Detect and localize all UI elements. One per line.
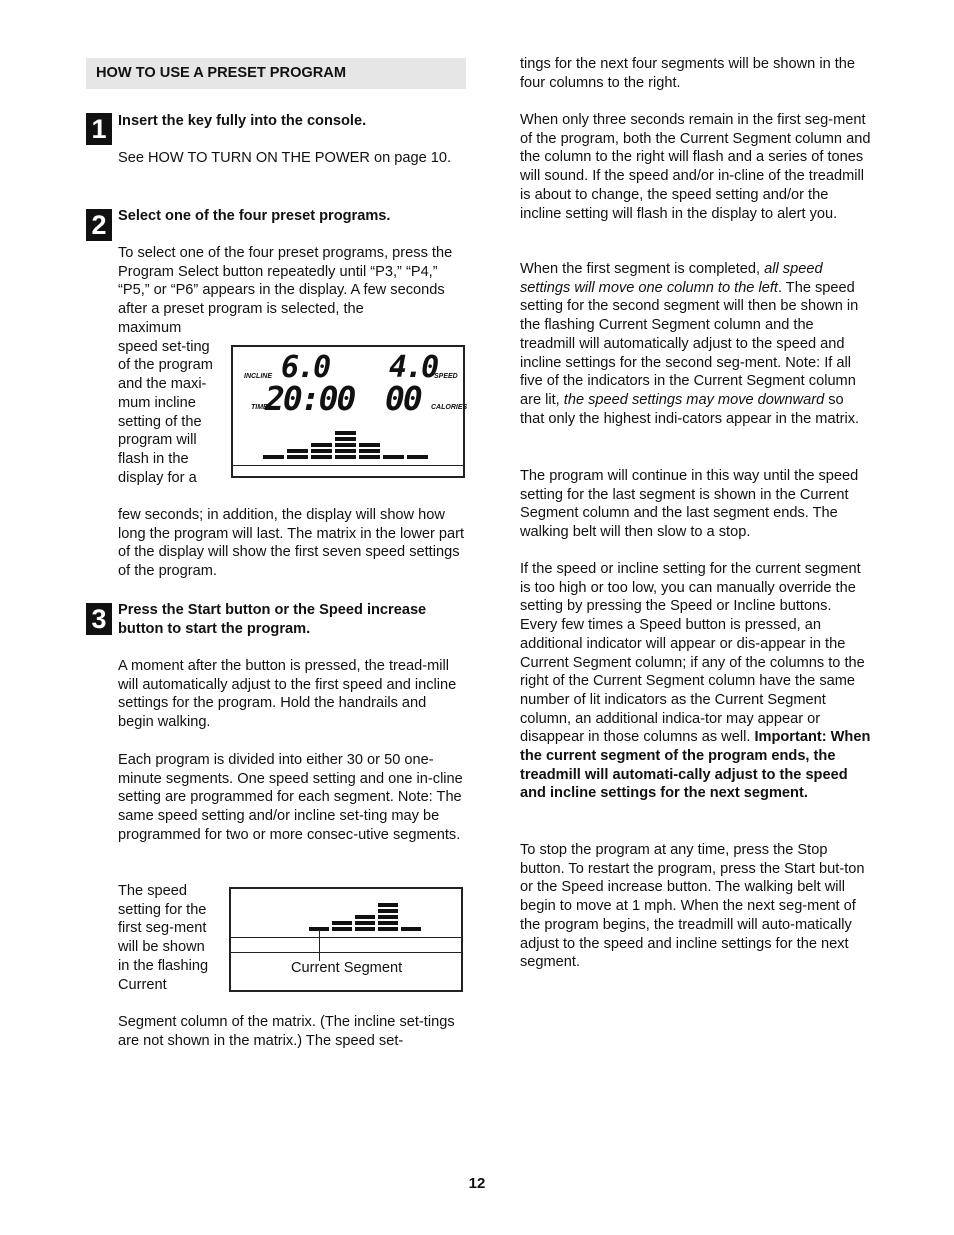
console-display-figure [231, 345, 468, 478]
matrix-indicator [335, 449, 356, 453]
matrix-indicator [383, 455, 404, 459]
matrix-indicator [359, 449, 380, 453]
step-2-text-narrow: maximum speed set-ting of the program and the maxi-mum incline setting of the program will flash in the display for a [118, 320, 213, 486]
matrix-indicator [407, 455, 428, 459]
section-header [86, 58, 466, 89]
matrix-figure [229, 887, 463, 992]
step-3-number: 3 [86, 603, 112, 635]
calories-value: 00 [385, 379, 421, 418]
matrix-indicator [311, 443, 332, 447]
right-para-1: tings for the next four segments will be shown in the four columns to the right. [520, 56, 856, 91]
right-para-3-e: so that only the highest indi-cators appear in the matrix. [520, 391, 860, 427]
right-para-5 [520, 560, 872, 803]
matrix-indicator [332, 921, 352, 925]
right-para-3-c: . The speed setting for the second segment will then be shown in the flashing Current Segment column and the treadmill will automatically adjust to the speed and incline settings for the second seg-ment. Note: If all five of the indicators in the Current Segment column are lit, [520, 279, 859, 408]
step-1-number: 1 [86, 113, 112, 145]
matrix-indicator [287, 449, 308, 453]
matrix-indicator [359, 455, 380, 459]
matrix-indicator [378, 921, 398, 925]
current-segment-pointer [319, 929, 320, 961]
time-value: 20:00 [265, 379, 355, 418]
matrix-indicator [401, 927, 421, 931]
step-1-text: See HOW TO TURN ON THE POWER on page 10. [118, 150, 452, 166]
right-para-3-a: When the first segment is completed, [520, 261, 765, 277]
step-2-text-bottom: few seconds; in addition, the display will show how long the program will last. The matrix in the lower part of the display will show the first seven speed settings of the program. [118, 507, 465, 580]
speed-value: 4.0 [389, 350, 438, 385]
step-3-para-1: A moment after the button is pressed, the tread-mill will automatically adjust to the first speed and incline settings for the program. Hold the handrails and begin walking. [118, 658, 457, 731]
matrix-line-2 [231, 952, 461, 953]
matrix-indicator [335, 431, 356, 435]
right-para-2: When only three seconds remain in the first seg-ment of the program, both the Current Segment column and the column to the right will flash and a series of tones will sound. If the speed and/or in-cline of the treadmill is about to change, the speed setting and/or the incline setting will flash in the display to alert you. [520, 112, 871, 222]
current-segment-caption: Current Segment [291, 960, 403, 976]
step-3-text-bottom: Segment column of the matrix. (The incline set-tings are not shown in the matrix.) The speed set- [118, 1014, 455, 1049]
right-para-6: To stop the program at any time, press the Stop button. To restart the program, press the Start but-ton or the Speed increase button. The walking belt will begin to move at 1 mph. When the next seg-ment of the program begins, the treadmill will auto-matically adjust to the speed and incline settings for the next segment. [520, 842, 865, 971]
right-para-3 [520, 260, 872, 428]
matrix-indicator [335, 437, 356, 441]
speed-label: SPEED [434, 373, 458, 380]
matrix-indicator [332, 927, 352, 931]
step-1-heading: Insert the key fully into the console. [118, 113, 367, 129]
right-para-3-b: all speed settings will move one column to the left [520, 261, 823, 296]
matrix-indicator [355, 921, 375, 925]
section-title: HOW TO USE A PRESET PROGRAM [96, 65, 347, 81]
matrix-indicator [378, 909, 398, 913]
matrix-indicator [311, 455, 332, 459]
matrix-indicator [263, 455, 284, 459]
calories-label: CALORIES [431, 404, 468, 411]
step-3-heading: Press the Start button or the Speed increase button to start the program. [118, 602, 427, 637]
matrix-indicator [359, 443, 380, 447]
step-3-para-2: Each program is divided into either 30 or 50 one-minute segments. One speed setting and one in-cline setting are programmed for each segment. Note: The same speed setting and/or incline set-ting may be programmed for two or more consec-utive segments. [118, 752, 463, 843]
matrix-indicator [287, 455, 308, 459]
right-para-5-a: If the speed or incline setting for the current segment is too high or too low, you can manually override the setting by pressing the Speed or Incline buttons. Every few times a Speed button is pressed, an additional indicator will appear or dis-appear in the Current Segment column; if any of the columns to the right of the Current Segment column have the same number of lit indicators as the Current Segment column, an additional indica-tor may appear or disappear in those columns as well. [520, 561, 865, 746]
right-para-4: The program will continue in this way until the speed setting for the last segment is shown in the Current Segment column and the last segment ends. The walking belt will then slow to a stop. [520, 468, 859, 541]
matrix-indicator [378, 903, 398, 907]
matrix-indicator [311, 449, 332, 453]
matrix-indicator [378, 927, 398, 931]
time-label: TIME [251, 404, 268, 411]
incline-label: INCLINE [244, 373, 272, 380]
step-3-text-narrow: The speed setting for the first seg-ment will be shown in the flashing Current [118, 883, 209, 993]
page-number: 12 [468, 1175, 486, 1192]
right-para-3-d: the speed settings may move downward [563, 391, 825, 408]
incline-value: 6.0 [281, 350, 330, 385]
matrix-indicator [335, 455, 356, 459]
matrix-indicator [335, 443, 356, 447]
step-2-heading: Select one of the four preset programs. [118, 208, 391, 224]
display-divider [233, 465, 463, 466]
step-2-number: 2 [86, 209, 112, 241]
step-2-text-top: To select one of the four preset programs, press the Program Select button repeatedly until “P3,” “P4,” “P5,” or “P6” appears in the display. A few seconds after a preset program is selected, the [118, 245, 453, 318]
right-para-5-b: Important: When the current segment of the program ends, the treadmill will automati-cally adjust to the speed and incline settings for the next segment. [520, 729, 871, 802]
matrix-indicator [378, 915, 398, 919]
matrix-line-1 [231, 937, 461, 938]
matrix-indicator [355, 927, 375, 931]
matrix-indicator [355, 915, 375, 919]
